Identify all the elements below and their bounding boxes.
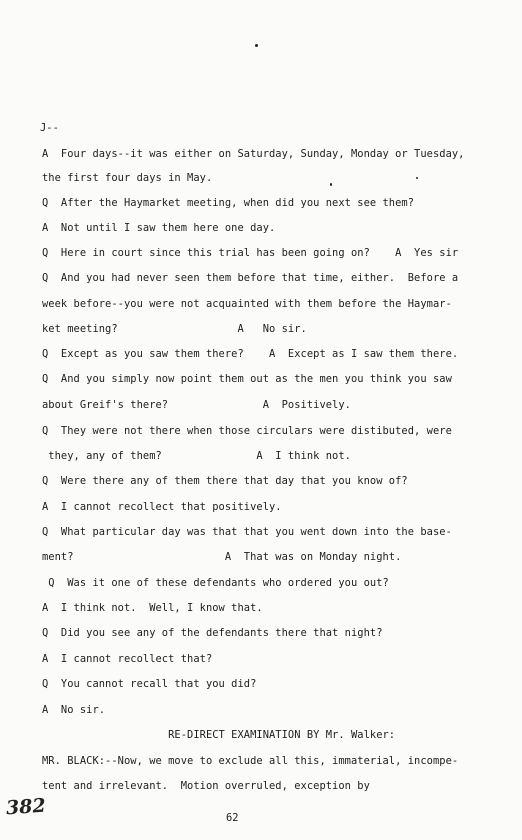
text-line: Q Except as you saw them there? A Except as I saw them there. [42,348,459,360]
text-line: Q After the Haymarket meeting, when did you next see them? [42,197,415,209]
text-line: tent and irrelevant. Motion overruled, exception by [42,780,370,792]
text-line: J-- [40,122,59,134]
text-line: Q Here in court since this trial has been going on? A Yes sir [42,247,459,259]
text-line: ket meeting? A No sir. [42,323,307,335]
text-line: week before--you were not acquainted with them before the Haymar- [42,298,452,310]
text-line: Q And you simply now point them out as the men you think you saw [42,373,452,385]
text-line: they, any of them? A I think not. [42,450,351,462]
text-line: A Not until I saw them here one day. [42,222,276,234]
text-line: Q Were there any of them there that day that you know of? [42,475,408,487]
text-line: Q They were not there when those circulars were distibuted, were [42,425,452,437]
text-line: Q What particular day was that that you went down into the base- [42,526,452,538]
text-line: A I cannot recollect that? [42,653,213,665]
text-line: Q And you had never seen them before that time, either. Before a [42,272,459,284]
text-line: Q You cannot recall that you did? [42,678,257,690]
text-line: A I think not. Well, I know that. [42,602,263,614]
text-line: ment? A That was on Monday night. [42,551,402,563]
text-line: about Greif's there? A Positively. [42,399,351,411]
scan-speck [416,177,418,179]
page-number: 62 [226,812,239,824]
text-line: A I cannot recollect that positively. [42,501,282,513]
scan-speck [255,44,258,47]
section-heading: RE-DIRECT EXAMINATION BY Mr. Walker: [42,729,396,741]
scan-speck [330,183,332,186]
text-line: A Four days--it was either on Saturday, Sunday, Monday or Tuesday, [42,148,465,160]
text-line: Q Was it one of these defendants who ordered you out? [42,577,389,589]
text-line: A No sir. [42,704,106,716]
handwritten-margin-note: 382 [5,794,47,820]
text-line: the first four days in May. [42,172,213,184]
text-line: Q Did you see any of the defendants there that night? [42,627,383,639]
text-line: MR. BLACK:--Now, we move to exclude all this, immaterial, incompe- [42,755,459,767]
